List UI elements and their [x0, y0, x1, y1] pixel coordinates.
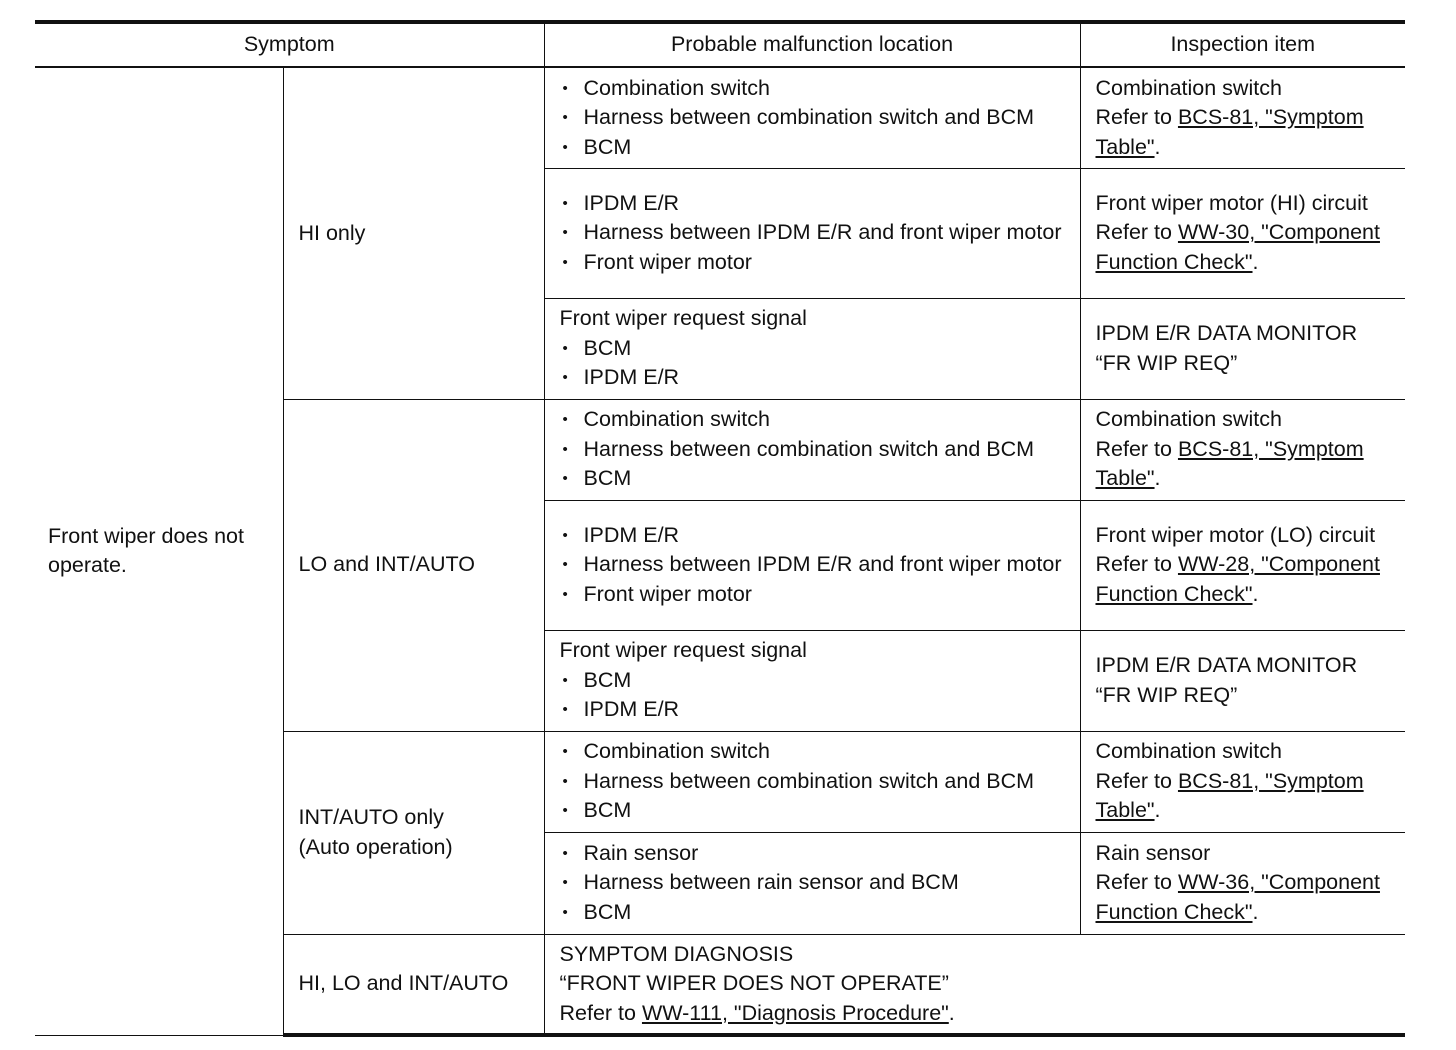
refer-text: Refer to — [1095, 105, 1178, 129]
sub-symptom-label: HI only — [298, 220, 366, 245]
inspection-title: Front wiper motor (HI) circuit — [1095, 190, 1368, 215]
symptom-text-line1: Front wiper does not — [48, 523, 244, 548]
location-cell — [544, 500, 1080, 630]
inspection-title: Front wiper motor (LO) circuit — [1095, 522, 1376, 547]
inspection-reference — [1096, 769, 1364, 823]
location-bullet: • BCM — [560, 796, 1074, 826]
location-bullet: • BCM — [560, 898, 1074, 928]
location-bullet: • BCM — [560, 133, 1074, 163]
diagnosis-reference — [560, 999, 1400, 1029]
header-location: Probable malfunction location — [544, 22, 1080, 67]
inspection-cell — [1080, 67, 1405, 168]
location-bullet: • Harness between rain sensor and BCM — [560, 868, 1074, 898]
refer-suffix: . — [1252, 249, 1259, 274]
location-bullet: • BCM — [560, 666, 1074, 696]
inspection-reference — [1096, 105, 1364, 159]
inspection-cell — [1080, 731, 1405, 832]
sub-symptom-cell — [283, 731, 544, 934]
location-cell — [544, 832, 1080, 934]
location-cell — [544, 399, 1080, 500]
table-row — [35, 67, 1405, 168]
header-inspection: Inspection item — [1080, 22, 1405, 67]
inspection-cell — [1080, 500, 1405, 630]
reference-link[interactable]: BCS-81, "Symptom Table" — [1095, 436, 1364, 491]
location-bullet: • Harness between IPDM E/R and front wiper motor — [560, 218, 1074, 248]
sub-symptom-label: LO and INT/AUTO — [298, 552, 475, 577]
inspection-reference — [1096, 437, 1364, 491]
sub-symptom-cell — [283, 67, 544, 399]
location-bullet: • BCM — [560, 464, 1074, 494]
refer-text: Refer to — [1095, 220, 1178, 245]
data-monitor-item: “FR WIP REQ” — [1095, 350, 1238, 375]
inspection-title: Combination switch — [1095, 739, 1282, 764]
symptom-table — [35, 20, 1405, 1037]
location-bullet: • Harness between combination switch and BCM — [560, 435, 1074, 465]
location-bullet: • Rain sensor — [560, 839, 1074, 869]
reference-link[interactable]: BCS-81, "Symptom Table" — [1095, 768, 1364, 823]
location-bullet-list — [560, 737, 1074, 826]
reference-link[interactable]: WW-36, "Component Function Check" — [1095, 870, 1380, 924]
refer-text: Refer to — [1095, 436, 1178, 461]
data-monitor-label: IPDM E/R DATA MONITOR — [1095, 653, 1358, 677]
location-bullet-list — [560, 74, 1074, 163]
location-bullet-list — [560, 189, 1074, 278]
reference-link[interactable]: WW-30, "Component Function Check" — [1095, 220, 1380, 274]
inspection-cell — [1080, 832, 1405, 934]
diagnosis-procedure-link[interactable]: WW-111, "Diagnosis Procedure" — [641, 1000, 949, 1025]
location-bullet-list — [560, 839, 1074, 928]
location-heading: Front wiper request signal — [559, 306, 807, 331]
refer-suffix: . — [1154, 798, 1161, 823]
location-cell — [544, 298, 1080, 399]
header-symptom: Symptom — [35, 22, 544, 67]
location-bullet: • Harness between combination switch and BCM — [560, 103, 1074, 133]
inspection-cell — [1080, 298, 1405, 399]
inspection-cell — [1080, 630, 1405, 731]
refer-suffix: . — [1252, 581, 1259, 606]
location-bullet: • Combination switch — [560, 737, 1074, 767]
data-monitor-item: “FR WIP REQ” — [1095, 682, 1238, 707]
location-bullet-list — [560, 334, 1074, 393]
refer-suffix: . — [1252, 899, 1259, 924]
location-bullet: • BCM — [560, 334, 1074, 364]
sub-symptom-cell — [283, 934, 544, 1035]
location-bullet: • Combination switch — [560, 405, 1074, 435]
inspection-title: Rain sensor — [1095, 840, 1211, 865]
refer-suffix: . — [1154, 466, 1161, 491]
inspection-cell — [1080, 168, 1405, 298]
location-cell — [544, 731, 1080, 832]
symptom-text-line2: operate. — [48, 553, 127, 578]
location-bullet-list — [560, 521, 1074, 610]
diagnosis-subtitle: “FRONT WIPER DOES NOT OPERATE” — [559, 971, 949, 995]
inspection-reference — [1096, 870, 1380, 924]
refer-text: Refer to — [559, 1000, 642, 1025]
location-bullet: • IPDM E/R — [560, 695, 1074, 725]
location-bullet: • Front wiper motor — [560, 248, 1074, 278]
refer-text: Refer to — [1095, 870, 1178, 895]
symptom-cell — [35, 67, 283, 1035]
refer-text: Refer to — [1095, 768, 1178, 793]
location-bullet: • Harness between combination switch and BCM — [560, 767, 1074, 797]
refer-text: Refer to — [1095, 552, 1178, 577]
reference-link[interactable]: WW-28, "Component Function Check" — [1095, 552, 1380, 606]
location-bullet: • Harness between IPDM E/R and front wiper motor — [560, 550, 1074, 580]
location-bullet-list — [560, 666, 1074, 725]
sub-symptom-cell — [283, 399, 544, 731]
diagnosis-title: SYMPTOM DIAGNOSIS — [559, 941, 794, 966]
location-heading: Front wiper request signal — [559, 638, 807, 663]
inspection-cell — [1080, 399, 1405, 500]
location-cell — [544, 630, 1080, 731]
location-cell — [544, 168, 1080, 298]
location-bullet: • Combination switch — [560, 74, 1074, 104]
data-monitor-label: IPDM E/R DATA MONITOR — [1095, 321, 1358, 345]
location-bullet-list — [560, 405, 1074, 494]
refer-suffix: . — [1154, 134, 1161, 159]
inspection-reference — [1096, 220, 1380, 274]
location-cell — [544, 67, 1080, 168]
header-row — [35, 22, 1405, 67]
inspection-reference — [1096, 552, 1380, 606]
sub-symptom-label: INT/AUTO only — [298, 805, 444, 829]
location-bullet: • IPDM E/R — [560, 189, 1074, 219]
location-bullet: • Front wiper motor — [560, 580, 1074, 610]
merged-diagnosis-cell — [544, 934, 1405, 1035]
reference-link[interactable]: BCS-81, "Symptom Table" — [1095, 105, 1364, 159]
inspection-title: Combination switch — [1095, 75, 1282, 100]
inspection-title: Combination switch — [1095, 407, 1282, 432]
refer-suffix: . — [948, 1000, 955, 1025]
sub-symptom-label: HI, LO and INT/AUTO — [298, 971, 509, 995]
sub-symptom-label-2: (Auto operation) — [298, 834, 453, 859]
location-bullet: • IPDM E/R — [560, 363, 1074, 393]
location-bullet: • IPDM E/R — [560, 521, 1074, 551]
